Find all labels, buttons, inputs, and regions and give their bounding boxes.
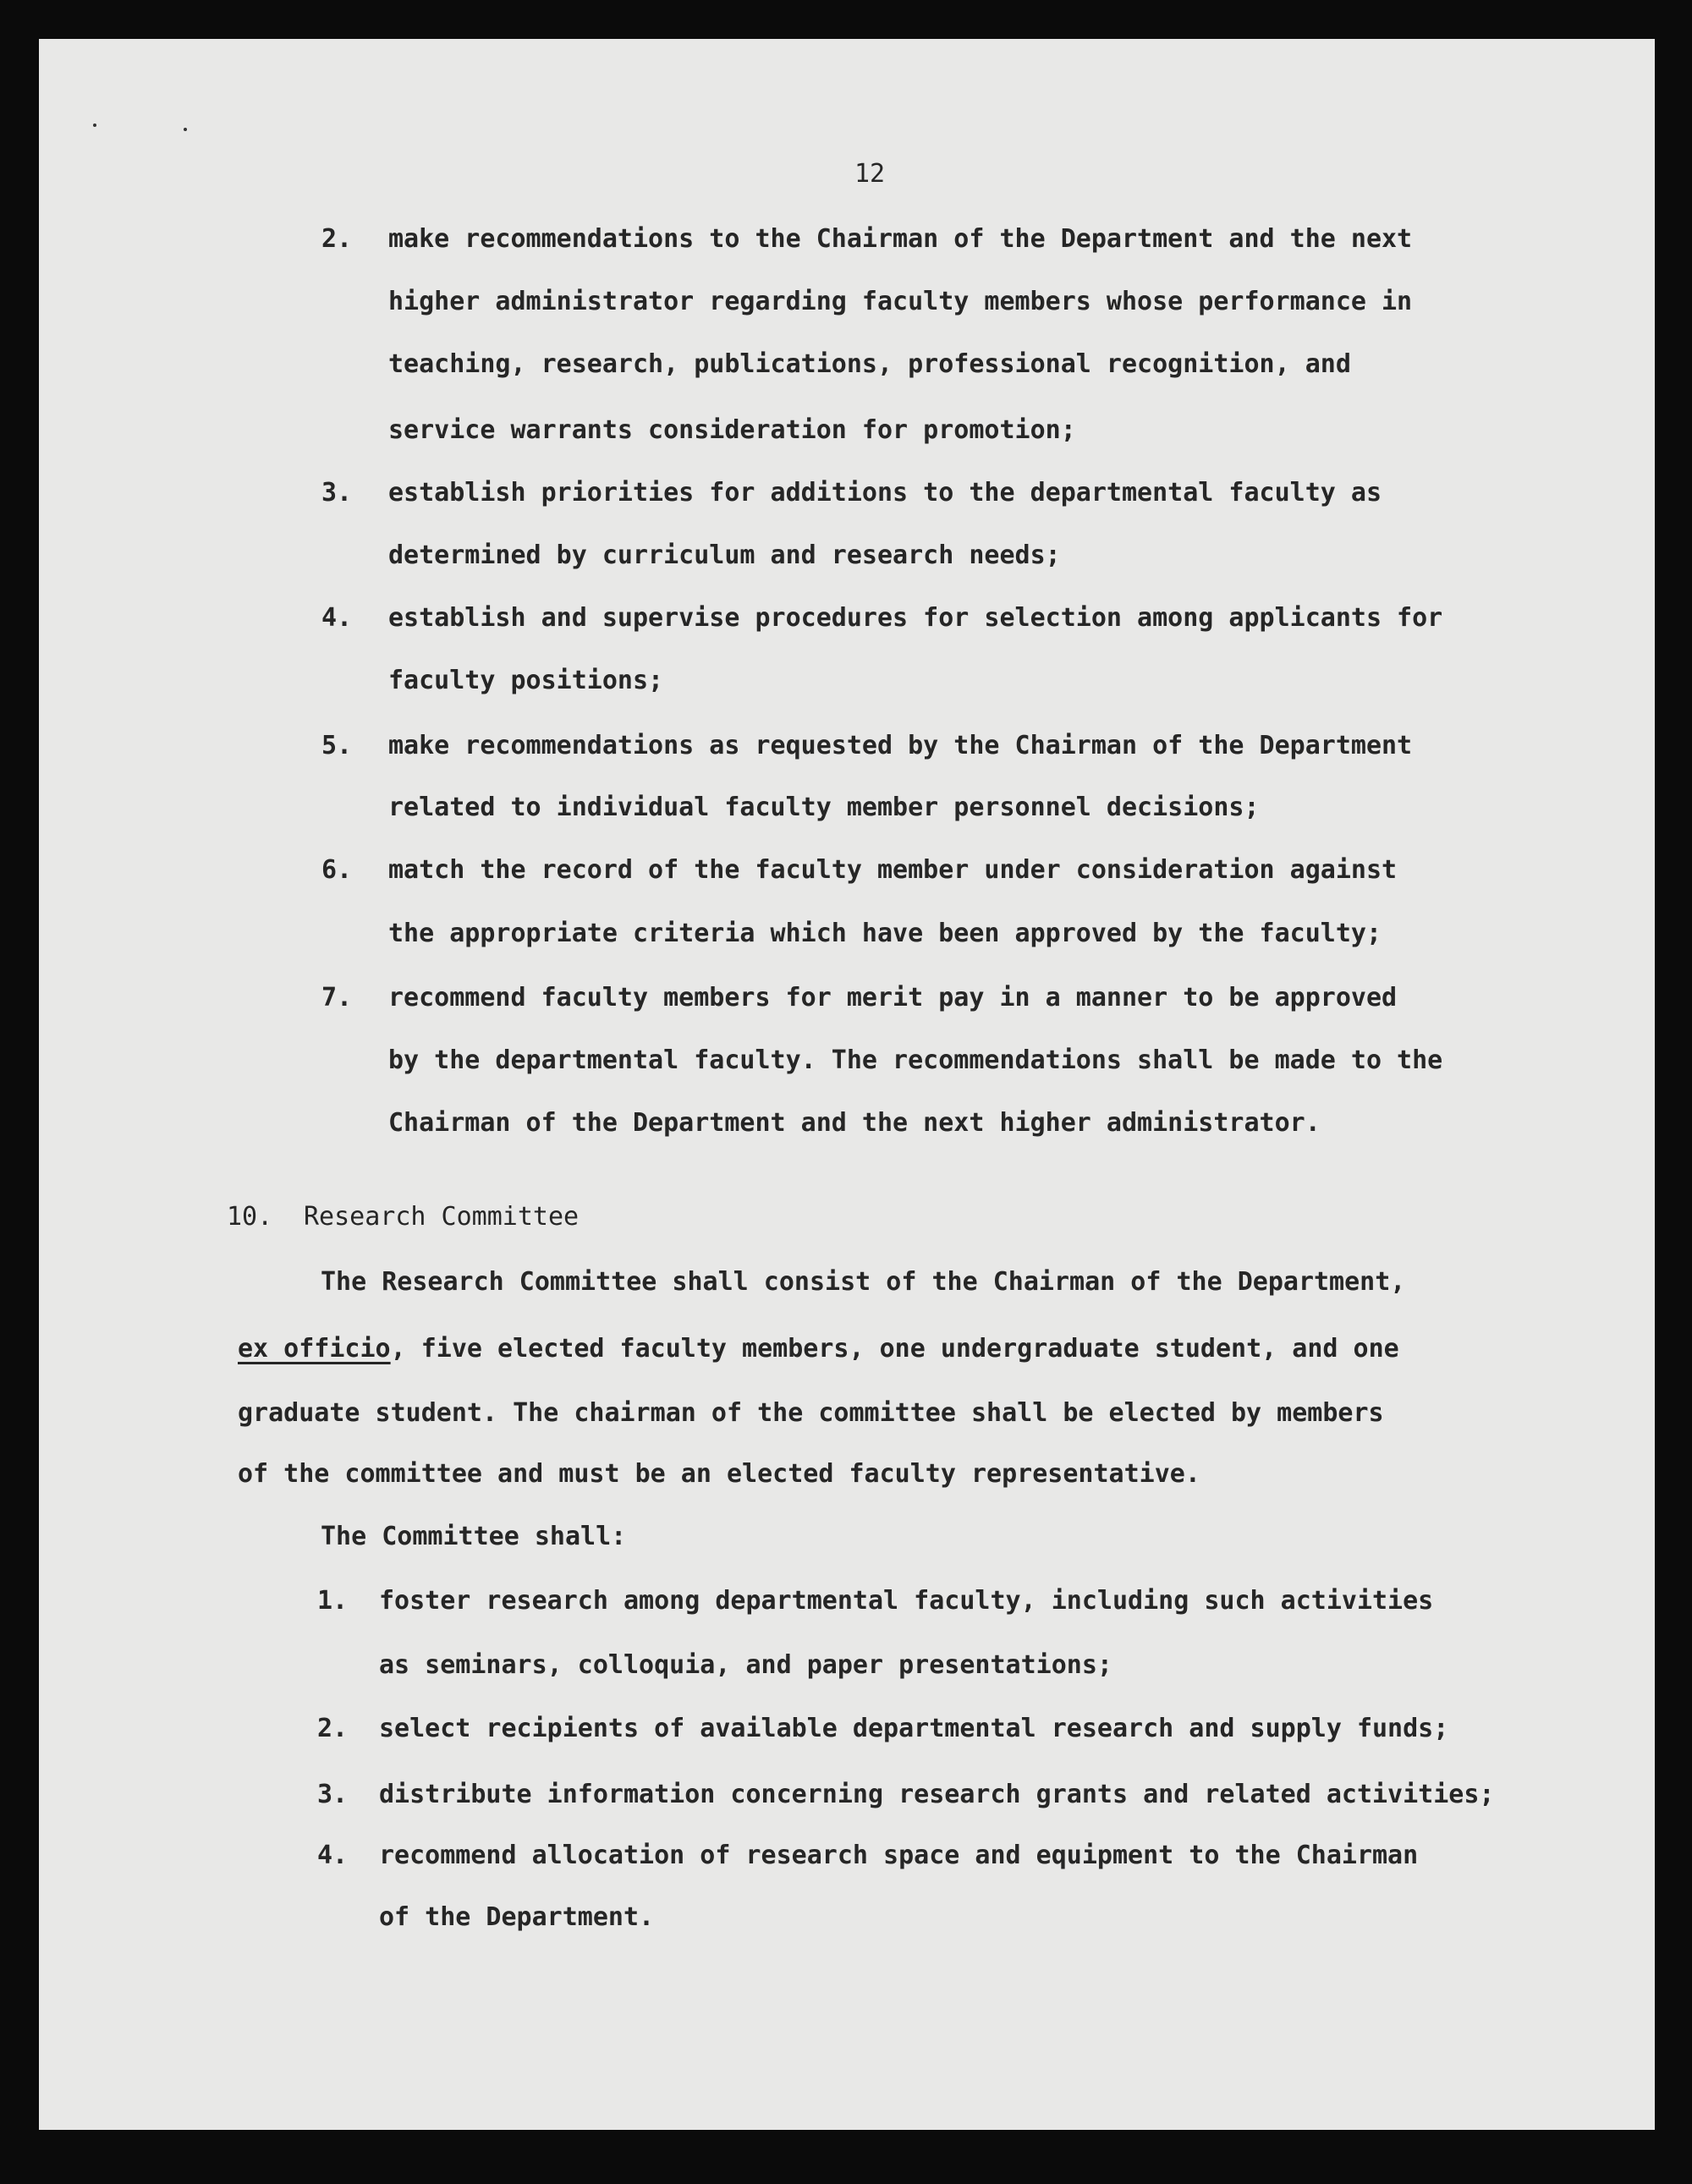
list-item-line: establish and supervise procedures for selection among applicants for (388, 603, 1443, 633)
list-item-line: determined by curriculum and research needs; (388, 541, 1061, 570)
list-item-line: related to individual faculty member personnel decisions; (388, 793, 1260, 822)
list-item-line: select recipients of available departmental research and supply funds; (379, 1714, 1449, 1743)
list-item-line: service warrants consideration for promotion; (388, 415, 1076, 445)
list-item-line: make recommendations to the Chairman of the Department and the next (388, 224, 1413, 254)
list-item-number: 2. (317, 1714, 349, 1743)
ex-officio-underlined: ex officio (238, 1334, 391, 1364)
speck-mark (93, 123, 96, 127)
list-item-line: foster research among departmental faculty, including such activities (379, 1586, 1434, 1616)
speck-mark (184, 128, 187, 131)
list-item-number: 7. (321, 983, 353, 1012)
list-item-line: the appropriate criteria which have been approved by the faculty; (388, 919, 1382, 948)
list-item-number: 1. (317, 1586, 349, 1616)
list-item-line: match the record of the faculty member under consideration against (388, 855, 1398, 885)
list-item-number: 3. (317, 1780, 349, 1809)
paragraph-text: , five elected faculty members, one undergraduate student, and one (390, 1334, 1399, 1364)
list-item-number: 6. (321, 855, 353, 885)
paragraph-line (238, 1334, 1399, 1364)
section-title: Research Committee (304, 1202, 580, 1232)
committee-intro: The Committee shall: (321, 1522, 627, 1551)
list-item-number: 4. (321, 603, 353, 633)
list-item-line: of the Department. (379, 1902, 655, 1932)
list-item-line: establish priorities for additions to the departmental faculty as (388, 478, 1382, 508)
list-item-line: recommend allocation of research space and equipment to the Chairman (379, 1841, 1419, 1870)
section-number: 10. (227, 1202, 273, 1232)
page-number: 12 (854, 159, 886, 189)
paragraph-line: of the committee and must be an elected faculty representative. (238, 1459, 1200, 1489)
paragraph-line: The Research Committee shall consist of the Chairman of the Department, (321, 1267, 1406, 1297)
list-item-line: Chairman of the Department and the next higher administrator. (388, 1108, 1321, 1138)
list-item-line: by the departmental faculty. The recommendations shall be made to the (388, 1045, 1443, 1075)
list-item-line: make recommendations as requested by the Chairman of the Department (388, 731, 1413, 760)
list-item-line: as seminars, colloquia, and paper presentations; (379, 1650, 1112, 1680)
list-item-line: recommend faculty members for merit pay in a manner to be approved (388, 983, 1398, 1012)
list-item-line: higher administrator regarding faculty members whose performance in (388, 287, 1413, 316)
list-item-line: faculty positions; (388, 666, 664, 695)
list-item-line: distribute information concerning research grants and related activities; (379, 1780, 1495, 1809)
paragraph-line: graduate student. The chairman of the committee shall be elected by members (238, 1398, 1384, 1428)
list-item-number: 3. (321, 478, 353, 508)
list-item-number: 2. (321, 224, 353, 254)
list-item-number: 5. (321, 731, 353, 760)
list-item-number: 4. (317, 1841, 349, 1870)
list-item-line: teaching, research, publications, professional recognition, and (388, 349, 1351, 379)
